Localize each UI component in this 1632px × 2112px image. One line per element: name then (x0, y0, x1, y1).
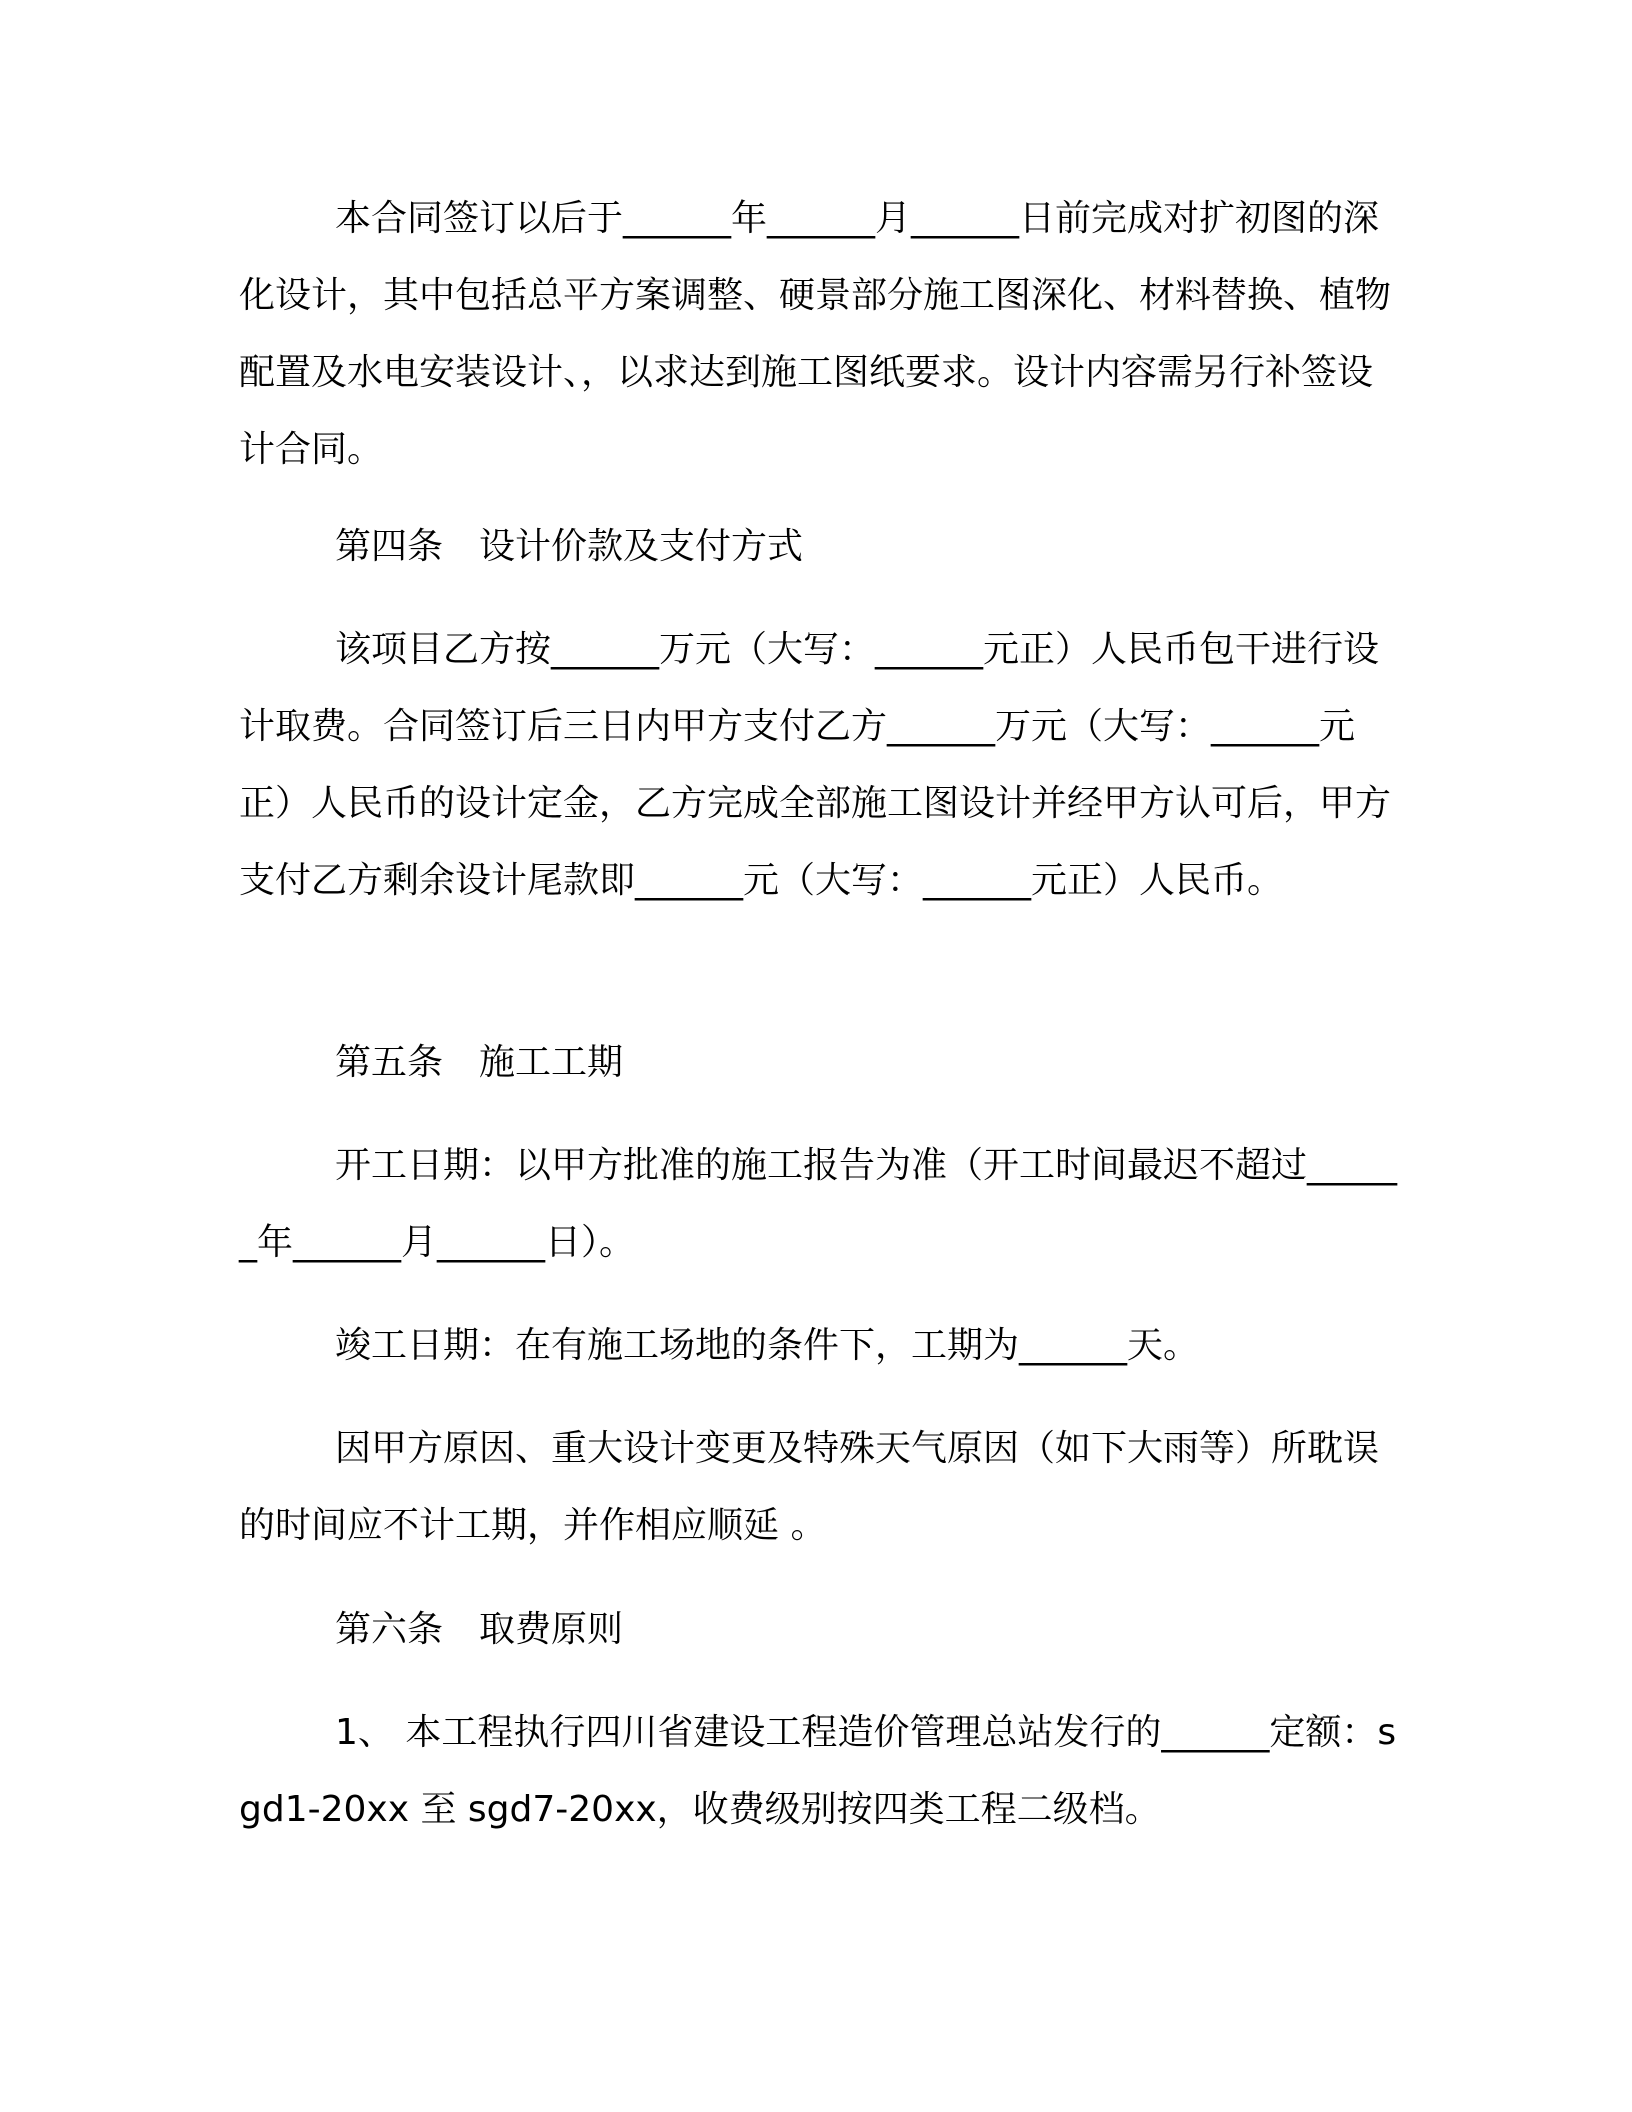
paragraph-design-deepening: 本合同签订以后于______年______月______日前完成对扩初图的深化设计，其中包括总平方案调整、硬景部分施工图深化、材料替换、植物配置及水电安装设计、，以求达到施工图纸要求。设计内容需另行补签设计合同。 (239, 198, 1392, 470)
paragraph-delay-clause: 因甲方原因、重大设计变更及特殊天气原因（如下大雨等）所耽误的时间应不计工期，并作相应顺延 。 (239, 1428, 1380, 1546)
paragraph-design-payment: 该项目乙方按______万元（大写：______元正）人民币包干进行设计取费。合同签订后三日内甲方支付乙方______万元（大写：______元正）人民币的设计定金，乙方完成全部施工图设计并经甲方认可后，甲方支付乙方剩余设计尾款即______元（大写：______元正）人民币。 (239, 629, 1392, 901)
article-6-heading: 第六条 取费原则 (335, 1609, 624, 1650)
paragraph-fee-quota: 1、 本工程执行四川省建设工程造价管理总站发行的______定额：sgd1-20xx 至 sgd7-20xx，收费级别按四类工程二级档。 (239, 1712, 1397, 1830)
article-5-heading: 第五条 施工工期 (335, 1042, 624, 1083)
paragraph-start-date: 开工日期：以甲方批准的施工报告为准（开工时间最迟不超过______年______月______日）。 (239, 1145, 1398, 1263)
paragraph-completion-date: 竣工日期：在有施工场地的条件下，工期为______天。 (335, 1325, 1200, 1366)
article-4-heading: 第四条 设计价款及支付方式 (335, 526, 804, 567)
